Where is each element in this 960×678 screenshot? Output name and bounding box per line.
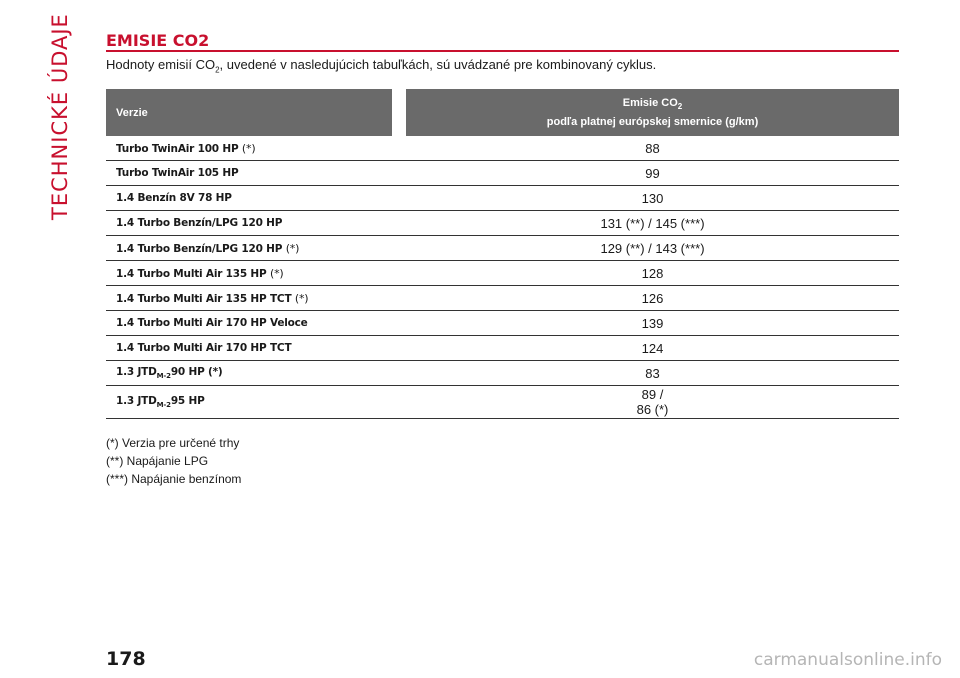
watermark: carmanualsonline.info [753,650,942,670]
version-cell: 1.4 Turbo Multi Air 170 HP TCT [106,336,406,361]
page-number: 178 [106,648,146,670]
version-cell: Turbo TwinAir 105 HP [106,161,406,186]
emission-cell: 130 [406,186,899,211]
emission-cell: 83 [406,361,899,386]
header-gap [392,89,406,136]
footnote: (***) Napájanie benzínom [106,472,242,486]
version-cell: 1.4 Turbo Multi Air 135 HP TCT (*) [106,286,406,311]
table-row [106,336,899,361]
version-cell: 1.4 Benzín 8V 78 HP [106,186,406,211]
table-header-row [106,89,899,136]
table-row [106,261,899,286]
table-row [106,361,899,386]
emission-cell: 139 [406,311,899,336]
footnote: (**) Napájanie LPG [106,454,209,468]
emission-cell: 99 [406,161,899,186]
table-row [106,136,899,161]
footnotes [106,434,241,488]
table-row [106,286,899,311]
section-label: TECHNICKÉ ÚDAJE [48,13,72,220]
emission-cell: 129 (**) / 143 (***) [406,236,899,261]
footnote: (*) Verzia pre určené trhy [106,436,240,450]
emission-cell: 131 (**) / 145 (***) [406,211,899,236]
version-cell: 1.4 Turbo Multi Air 135 HP (*) [106,261,406,286]
emissions-table [106,89,899,419]
table-row [106,236,899,261]
intro-text: Hodnoty emisií $CO_2$, uvedené v nasledujúcich tabuľkách, sú uvádzané pre kombinovaný cyklus. [106,57,657,75]
table-row [106,161,899,186]
table-row [106,386,899,419]
version-cell: 1.3 $JTD_{M-2}90$ HP (*) [106,361,406,386]
table-row [106,311,899,336]
version-cell: 1.4 Turbo Benzín/LPG 120 HP [106,211,406,236]
emission-cell: 128 [406,261,899,286]
title-divider [106,50,899,52]
version-cell: 1.4 Turbo Multi Air 170 HP Veloce [106,311,406,336]
header-version: Verzie [106,89,392,136]
header-emission: Emisie $CO_2$ podľa platnej európskej smernice (g/km) [406,89,899,136]
emission-cell: 88 [406,136,899,161]
table-row [106,186,899,211]
version-cell: 1.4 Turbo Benzín/LPG 120 HP (*) [106,236,406,261]
page-title: EMISIE CO2 [106,31,210,50]
emission-cell: 89 / 86 (*) [406,386,899,419]
version-cell: Turbo TwinAir 100 HP (*) [106,136,406,161]
emission-cell: 124 [406,336,899,361]
table-row [106,211,899,236]
emission-cell: 126 [406,286,899,311]
version-cell: 1.3 $JTD_{M-2}95$ HP [106,386,406,419]
